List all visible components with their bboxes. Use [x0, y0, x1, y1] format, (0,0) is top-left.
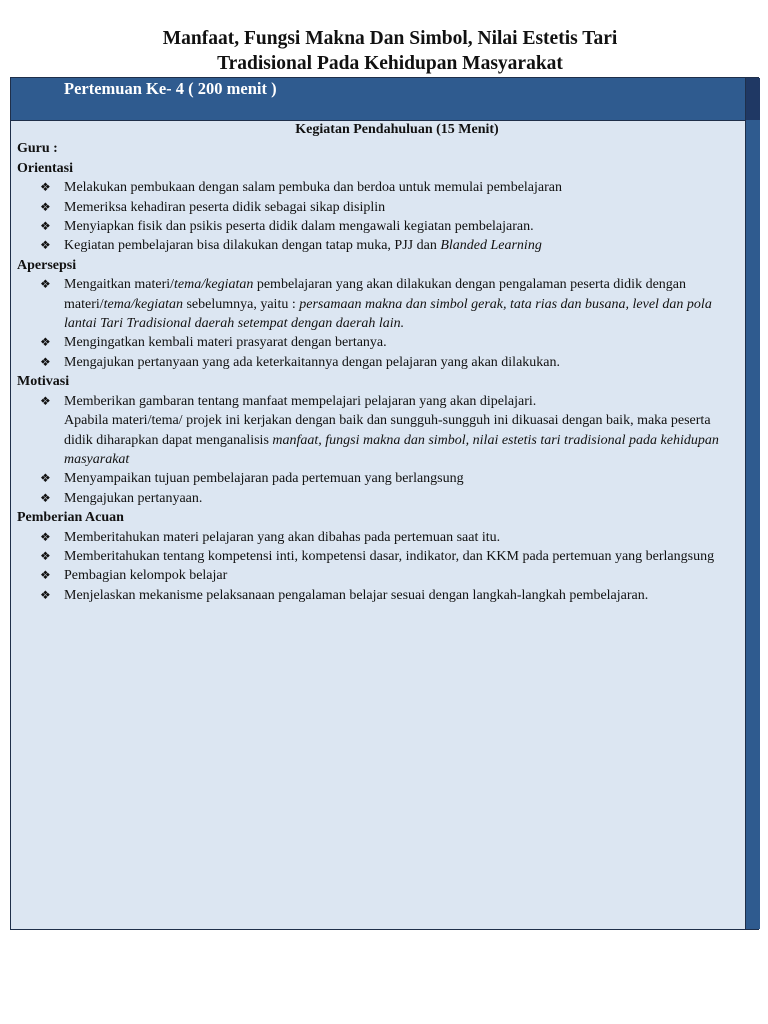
- section-title: Kegiatan Pendahuluan (15 Menit): [295, 122, 499, 137]
- diamond-bullet-icon: ❖: [40, 354, 51, 369]
- meeting-header: [11, 78, 745, 121]
- list-item-text: Kegiatan pembelajaran bisa dilakukan dengan tatap muka, PJJ dan: [64, 238, 441, 254]
- list-item-italic-text: persamaan makna dan simbol gerak, tata rias dan busana, level dan pola lantai Tari Tradisional daerah setempat dengan daerah lain.: [64, 296, 712, 332]
- list-item-text: Memberitahukan tentang kompetensi inti, kompetensi dasar, indikator, dan KKM pada pertemuan yang berlangsung: [64, 548, 715, 564]
- list-item: [17, 353, 741, 372]
- lesson-table: [10, 77, 759, 930]
- motivasi-heading: Motivasi: [17, 374, 70, 390]
- list-item-italic-text: Blanded Learning: [440, 238, 542, 254]
- list-item-text: Memeriksa kehadiran peserta didik sebagai sikap disiplin: [64, 199, 386, 215]
- motivasi-list: [17, 392, 741, 508]
- list-item: [17, 586, 741, 605]
- diamond-bullet-icon: ❖: [40, 490, 51, 505]
- list-item: [17, 236, 741, 255]
- diamond-bullet-icon: ❖: [40, 529, 51, 544]
- diamond-bullet-icon: ❖: [40, 238, 51, 253]
- list-item-text: Apabila materi/tema/ projek ini kerjakan dengan baik dan sungguh-sungguh ini dikuasai dengan baik, maka peserta didik diharapkan dapat menganalisis: [64, 413, 711, 448]
- list-item: [17, 547, 741, 566]
- list-item: [17, 469, 741, 488]
- list-item-text: Mengajukan pertanyaan yang ada keterkaitannya dengan pelajaran yang akan dilakukan.: [64, 354, 561, 370]
- document-title: [0, 26, 768, 76]
- apersepsi-list: [17, 275, 741, 372]
- acuan-list: [17, 528, 741, 606]
- diamond-bullet-icon: ❖: [40, 180, 51, 195]
- list-item-text: Mengingatkan kembali materi prasyarat dengan bertanya.: [64, 335, 387, 351]
- list-item: [17, 566, 741, 585]
- list-item-text: Menyampaikan tujuan pembelajaran pada pertemuan yang berlangsung: [64, 471, 464, 487]
- list-item-text: Memberikan gambaran tentang manfaat mempelajari pelajaran yang akan dipelajari.: [64, 393, 537, 409]
- meeting-label: Pertemuan Ke- 4 ( 200 menit ): [64, 79, 277, 98]
- diamond-bullet-icon: ❖: [40, 548, 51, 563]
- list-item-text: Mengaitkan materi/: [64, 277, 175, 293]
- list-item: [17, 198, 741, 217]
- pemberian-acuan-heading: Pemberian Acuan: [17, 510, 124, 526]
- list-item-text: pembelajaran yang akan dilakukan dengan pengalaman peserta didik dengan materi/: [64, 277, 687, 312]
- list-item-text: Memberitahukan materi pelajaran yang akan dibahas pada pertemuan saat itu.: [64, 529, 501, 545]
- diamond-bullet-icon: ❖: [40, 393, 51, 408]
- list-item-text: Melakukan pembukaan dengan salam pembuka dan berdoa untuk memulai pembelajaran: [64, 180, 562, 196]
- list-item: [17, 392, 741, 470]
- list-item-text: Pembagian kelompok belajar: [64, 568, 228, 584]
- diamond-bullet-icon: ❖: [40, 587, 51, 602]
- list-item-text: Mengajukan pertanyaan.: [64, 490, 203, 506]
- right-border-strip: [745, 78, 760, 929]
- diamond-bullet-icon: ❖: [40, 277, 51, 292]
- diamond-bullet-icon: ❖: [40, 471, 51, 486]
- right-strip-corner: [746, 78, 760, 120]
- list-item: [17, 178, 741, 197]
- list-item-italic-text: tema/kegiatan: [103, 296, 183, 312]
- document-title-line-2: Tradisional Pada Kehidupan Masyarakat: [217, 53, 563, 74]
- guru-label: Guru :: [17, 141, 58, 157]
- list-item-text: sebelumnya, yaitu :: [182, 296, 300, 312]
- list-item: [17, 275, 741, 333]
- lesson-content: [17, 120, 741, 605]
- list-item: [17, 333, 741, 352]
- diamond-bullet-icon: ❖: [40, 335, 51, 350]
- list-item-text: Menyiapkan fisik dan psikis peserta didik dalam mengawali kegiatan pembelajaran.: [64, 219, 534, 235]
- orientasi-list: [17, 178, 741, 256]
- orientasi-heading: Orientasi: [17, 160, 73, 176]
- diamond-bullet-icon: ❖: [40, 199, 51, 214]
- diamond-bullet-icon: ❖: [40, 568, 51, 583]
- list-item-text: Menjelaskan mekanisme pelaksanaan pengalaman belajar sesuai dengan langkah-langkah pembelajaran.: [64, 587, 649, 603]
- list-item: [17, 528, 741, 547]
- list-item: [17, 217, 741, 236]
- list-item-italic-text: manfaat, fungsi makna dan simbol, nilai estetis tari tradisional pada kehidupan masyarakat: [64, 432, 719, 467]
- apersepsi-heading: Apersepsi: [17, 257, 77, 273]
- list-item-italic-text: tema/kegiatan: [174, 277, 254, 293]
- diamond-bullet-icon: ❖: [40, 219, 51, 234]
- list-item: [17, 489, 741, 508]
- document-title-line-1: Manfaat, Fungsi Makna Dan Simbol, Nilai Estetis Tari: [162, 28, 618, 49]
